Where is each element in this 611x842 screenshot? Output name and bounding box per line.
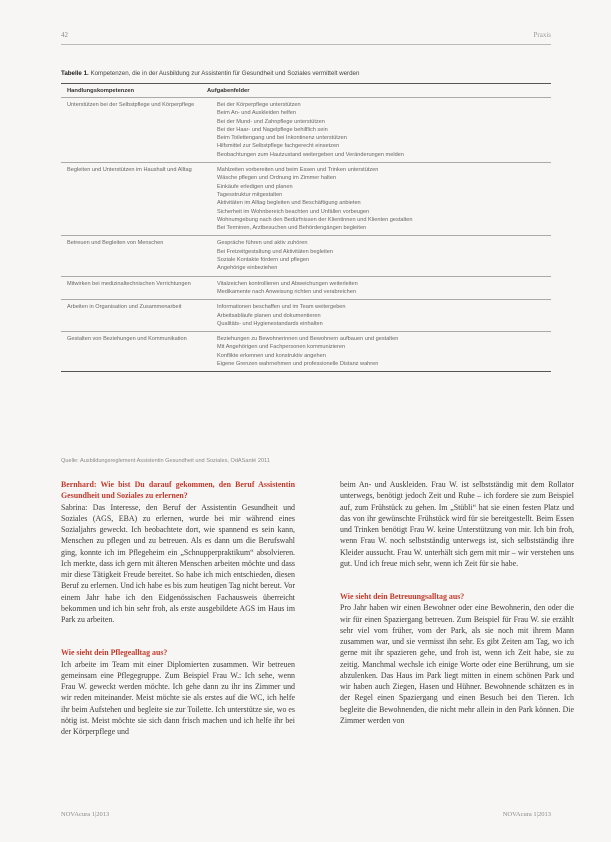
page-number: 42 bbox=[61, 31, 68, 39]
section-heading: Wie sieht dein Betreuungsalltag aus? bbox=[340, 592, 465, 601]
competence-cell: Gestalten von Beziehungen und Kommunikation bbox=[67, 336, 187, 343]
task-item: • Gespräche führen und aktiv zuhören bbox=[217, 239, 551, 247]
task-item: • Bei Freizeitgestaltung und Aktivitäten begleiten bbox=[217, 248, 551, 256]
table-row bbox=[61, 236, 551, 276]
table-caption-text: Kompetenzen, die in der Ausbildung zur Assistentin für Gesundheit und Soziales vermittelt werden bbox=[88, 70, 360, 77]
interview-answer: Sabrina: Das Interesse, den Beruf der Assistentin Gesundheit und Soziales (AGS, EBA) zu erlernen, wurde bei mir während eines Sozialjahrs geweckt. Ich beobachtete dort, wie spannend es sein kann, Menschen zu pflegen und zu betreuen. Als es dann um die Berufswahl ging, konnte ich im Pflegeheim ein „Schnupperpraktikum“ absolvieren. Ich merkte, dass ich gern mit älteren Menschen arbeiten möchte und dass mir diese Tätigkeit Freude bereitet. So habe ich mich entschieden, diesen Beruf zu erlernen. Und ich habe es bis zum heutigen Tag nicht bereut. Vor einem Jahr habe ich den Eidgenössischen Fachausweis überreicht bekommen und ich bin sehr froh, als erste ausgebildete AGS im Haus im Park zu arbeiten. bbox=[61, 502, 295, 624]
interview-question: Bernhard: Wie bist Du darauf gekommen, den Beruf Assistentin Gesundheit und Soziales zu erlernen? bbox=[61, 480, 295, 501]
table-header-row bbox=[61, 84, 551, 98]
table-row bbox=[61, 163, 551, 236]
task-item: • Hilfsmittel zur Selbstpflege fachgerecht einsetzen bbox=[217, 142, 551, 150]
article-column-right bbox=[340, 479, 574, 726]
interview-answer: Ich arbeite im Team mit einer Diplomierten zusammen. Wir betreuen gemeinsam eine Pflegegruppe. Zum Beispiel Frau W.: Ich sehe, wenn Frau W. geweckt werden möchte. Ich gehe dann zu ihr ins Zimmer und wir reden miteinander. Meist möchte sie als erstes auf die WC, ich helfe ihr beim Aufstehen und begleite sie zur Toilette. Ich unterstütze sie, wo es nötig ist. Meist möchte sie sich dann frisch machen und ich helfe ihr bei der Körperpflege und bbox=[61, 659, 295, 736]
task-item: • Wohnumgebung nach den Bedürfnissen der Klientinnen und Klienten gestalten bbox=[217, 216, 551, 224]
task-item: • Beim An- und Auskleiden helfen bbox=[217, 109, 551, 117]
task-item: • Soziale Kontakte fördern und pflegen bbox=[217, 256, 551, 264]
running-head: Praxis bbox=[533, 31, 551, 39]
footer-publication: NOVAcura 1|2013 bbox=[61, 811, 110, 818]
task-item: • Tagesstruktur mitgestalten bbox=[217, 191, 551, 199]
task-item: • Mahlzeiten vorbereiten und beim Essen und Trinken unterstützen bbox=[217, 166, 551, 174]
task-item: • Angehörige einbeziehen bbox=[217, 264, 551, 272]
table-caption-label: Tabelle 1. bbox=[61, 70, 89, 77]
competence-table bbox=[61, 83, 551, 372]
task-item: • Arbeitsabläufe planen und dokumentieren bbox=[217, 312, 551, 320]
task-item: • Aktivitäten im Alltag begleiten und Beschäftigung anbieten bbox=[217, 199, 551, 207]
competence-cell: Betreuen und Begleiten von Menschen bbox=[67, 240, 164, 247]
table-body bbox=[61, 98, 551, 371]
task-item: • Mit Angehörigen und Fachpersonen kommunizieren bbox=[217, 343, 551, 351]
competence-cell: Begleiten und Unterstützen im Haushalt und Alltag bbox=[67, 167, 192, 174]
table-source: Quelle: Ausbildungsreglement Assistentin Gesundheit und Soziales, OdASanté 2011 bbox=[61, 458, 270, 464]
task-item: • Bei Terminen, Arztbesuchen und Behördengängen begleiten bbox=[217, 224, 551, 232]
table-row bbox=[61, 332, 551, 371]
task-item: • Qualitäts- und Hygienestandards einhalten bbox=[217, 320, 551, 328]
footer-issue: NOVAcura 1|2013 bbox=[502, 811, 551, 818]
table-header-tasks: Aufgabenfelder bbox=[207, 87, 250, 94]
interview-answer-continued: beim An- und Auskleiden. Frau W. ist selbstständig mit dem Rollator unterwegs, benötigt jedoch Zeit und Ruhe – ich fordere sie zum Beispiel auf, zum Frühstück zu gehen. Im „Stübli“ hat sie einen festen Platz und das von ihr gewünschte Frühstück wird für sie bereitgestellt. Beim Essen und Trinken benötigt Frau W. keine Unterstützung von mir. Ich bin froh, wenn Frau W. noch selbstständig unterwegs ist, sich selbstständig ihre Kleider aussucht. Frau W. unterhält sich gern mit mir – wir verstehen uns gut. Und ich freue mich sehr, wenn ich Zeit für sie habe. bbox=[340, 480, 574, 568]
task-item: • Beobachtungen zum Hautzustand weitergeben und Veränderungen melden bbox=[217, 151, 551, 159]
table-caption bbox=[61, 70, 551, 77]
header-rule bbox=[61, 44, 551, 45]
tasks-cell bbox=[201, 280, 551, 297]
task-item: • Bei der Haar- und Nagelpflege behilflich sein bbox=[217, 126, 551, 134]
table-row bbox=[61, 277, 551, 301]
interview-answer: Pro Jahr haben wir einen Bewohner oder eine Bewohnerin, den oder die wir für einen Spaziergang betreuen. Zum Beispiel für Frau W. sie erzählt sehr viel vom früher, vom der Park, als sie noch mit ihrem Mann zusammen war, und sie vermisst ihn sehr. Es gibt Zeiten am Tag, wo ich gerne mit ihr spazieren gehe, und froh ist, wenn ich Zeit habe, sie zu zeitig. Manchmal wechsle ich einige Worte oder eine Berührung, um sie abzulenken. Das Haus im Park liegt mitten in einem schönen Park und wir haben auch Ziegen, Hasen und Hühner. Bewohnende schätzen es in der Regel einen Spaziergang und einen Besuch bei den Tieren. Ich begleite die Bewohnenden, die nicht mehr allein in den Park können. Die Zimmer werden von bbox=[340, 603, 574, 725]
competence-cell: Mitwirken bei medizinaltechnischen Verrichtungen bbox=[67, 280, 191, 287]
task-item: • Medikamente nach Anweisung richten und verabreichen bbox=[217, 288, 551, 296]
task-item: • Beziehungen zu Bewohnerinnen und Bewohnern aufbauen und gestalten bbox=[217, 335, 551, 343]
tasks-cell bbox=[201, 303, 551, 328]
task-item: • Bei der Körperpflege unterstützen bbox=[217, 101, 551, 109]
table-row bbox=[61, 98, 551, 163]
table-header-competence: Handlungskompetenzen bbox=[67, 87, 134, 94]
task-item: • Vitalzeichen kontrollieren und Abweichungen weiterleiten bbox=[217, 280, 551, 288]
task-item: • Sicherheit im Wohnbereich beachten und Unfällen vorbeugen bbox=[217, 208, 551, 216]
table-row bbox=[61, 300, 551, 332]
task-item: • Wäsche pflegen und Ordnung im Zimmer halten bbox=[217, 174, 551, 182]
task-item: • Konflikte erkennen und konstruktiv angehen bbox=[217, 352, 551, 360]
task-item: • Einkäufe erledigen und planen bbox=[217, 183, 551, 191]
task-item: • Bei der Mund- und Zahnpflege unterstützen bbox=[217, 118, 551, 126]
task-item: • Eigene Grenzen wahrnehmen und professionelle Distanz wahren bbox=[217, 360, 551, 368]
task-item: • Beim Toilettengang und bei Inkontinenz unterstützen bbox=[217, 134, 551, 142]
tasks-cell bbox=[201, 239, 551, 272]
section-heading: Wie sieht dein Pflegealltag aus? bbox=[61, 648, 168, 658]
task-item: • Informationen beschaffen und im Team weitergeben bbox=[217, 303, 551, 311]
tasks-cell bbox=[201, 101, 551, 159]
competence-cell: Unterstützen bei der Selbstpflege und Körperpflege bbox=[67, 102, 195, 108]
competence-cell: Arbeiten in Organisation und Zusammenarbeit bbox=[67, 304, 182, 311]
article-column-left bbox=[61, 479, 295, 737]
tasks-cell bbox=[201, 166, 551, 232]
tasks-cell bbox=[201, 335, 551, 368]
